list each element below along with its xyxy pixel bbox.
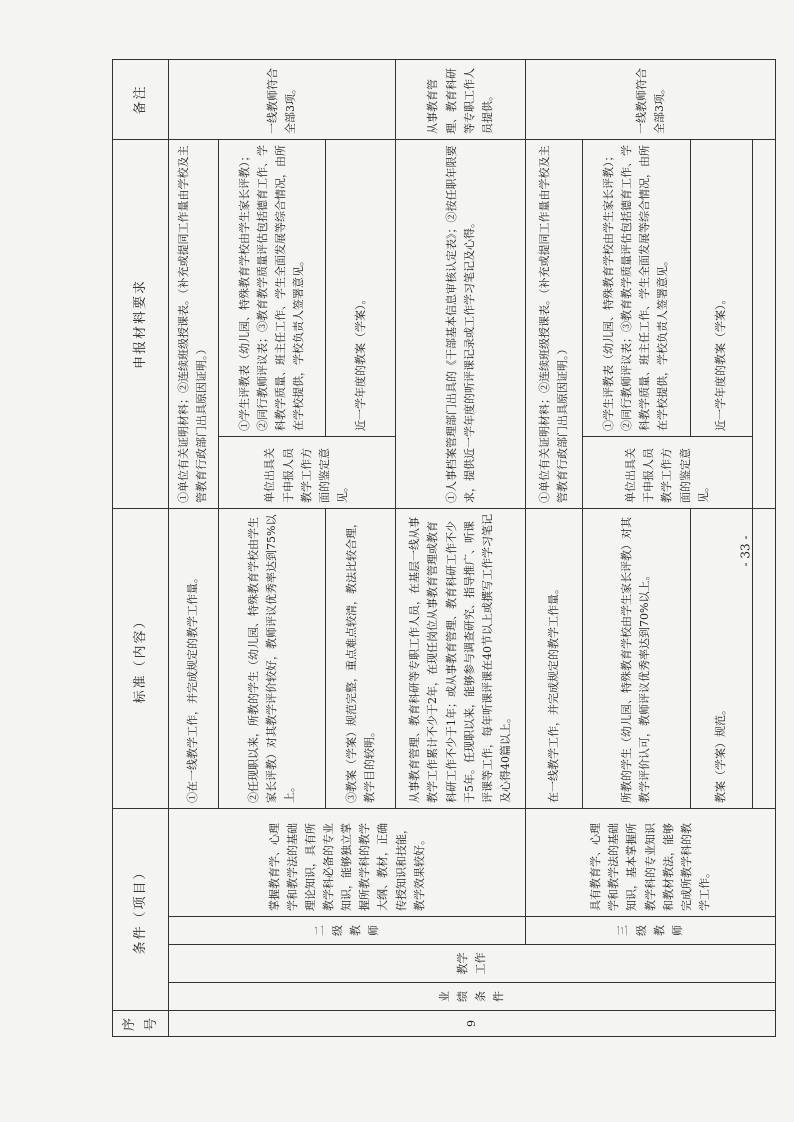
level2-standard-3: ③教案（学案）规范完整，重点难点较清，教法比较合理，教学目的较明。 [326,508,396,808]
level2-title: 二级教师 [169,917,526,945]
criteria-table [112,59,776,1037]
level2-standard-4: 从事教育管理、教育科研等专职工作人员，在基层一线从事教学工作累计不少于2年，在现任岗位从事教育管理或教育科研工作不少于1年；或从事教育管理、教育科研工作不少于5年。任现职以来，能够参与调查研究、指导推广、听课评课等工作，每年听课评课在40节以上或撰写工作学习笔记及心得40篇以上。 [396,508,526,808]
header-standard: 标准（内容） [113,508,169,808]
level3-title: 三级教师 [526,917,776,945]
level2-requirement: 掌握教育学、心理学和教学法的基础理论知识，具有所教学科必备的专业知识，能够独立掌握所教学科的教学大纲、教材，正确传授知识和技能，教学效果较好。 [169,808,526,916]
level2-appraisal: 单位出具关于申报人员教学工作方面的鉴定意见。 [218,436,396,508]
header-condition: 条件（项目） [113,808,169,1010]
level3-standard-1: 在一线教学工作，并完成规定的教学工作量。 [526,508,582,808]
level2-materials-3: 近一学年度的教案（学案）。 [326,139,396,436]
level2-materials-4: ①人事档案管理部门出具的《干部基本信息审核认定表》；②按任职年限要求，提供近一学年度的听评课记录或工作学习笔记及心得。 [396,139,526,508]
header-no: 序号 [113,1011,169,1037]
level3-standard-2: 所教的学生（幼儿园、特殊教育学校由学生家长评教）对其教学评价认可，教师评议优秀率达到70%以上。 [582,508,690,808]
header-remarks: 备注 [113,59,169,139]
level2-remark-2: 从事教育管理、教育科研等专职工作人员提供。 [396,59,526,139]
level2-materials-2: ①学生评教表（幼儿园、特殊教育学校由学生家长评教）；②同行教师评议表；③教育教学质量评估包括德育工作、学科教学质量、班主任工作、学生全面发展等综合情况，由所在学校提供，学校负责人签署意见。 [218,139,326,436]
rotated-table-wrapper [112,60,776,1037]
level3-remark-1: 一线教师符合全部3项。 [526,59,776,139]
header-materials: 申报材料要求 [113,139,169,508]
level3-standard-3: 教案（学案）规范。 [690,508,753,808]
row-number: 9 [169,1011,776,1037]
table-row [526,59,582,1036]
table-row [169,59,218,1036]
level3-materials-2: ①学生评教表（幼儿园、特殊教育学校由学生家长评教）；②同行教师评议表；③教育教学质量评估包括德育工作、学科教学质量、班主任工作、学生全面发展等综合情况，由所在学校提供，学校负责人签署意见。 [582,139,690,436]
level3-requirement: 具有教育学、心理学和教学法的基础知识，基本掌握所教学科的专业知识和教材教法，能够完成所教学科的教学工作。 [526,808,776,916]
page-number: - 33 - [738,535,753,567]
level2-standard-1: ①在一线教学工作，并完成规定的教学工作量。 [169,508,218,808]
category-performance: 业绩条件 [169,983,776,1011]
category-teaching: 教学工作 [169,945,776,983]
level2-remark-1: 一线教师符合全部3项。 [169,59,396,139]
level3-appraisal: 单位出具关于申报人员教学工作方面的鉴定意见。 [582,436,753,508]
header-row [113,59,169,1036]
level2-materials-1: ①单位有关证明材料；②连续班级授课表。（补充或提同工作量由学校及主管教育行政部门出具原因证明。） [169,139,218,508]
level3-materials-1: ①单位有关证明材料；②连续班级授课表。（补充或提同工作量由学校及主管教育行政部门出具原因证明。） [526,139,582,508]
empty-cell [753,139,776,508]
level2-standard-2: ②任现职以来，所教的学生（幼儿园、特殊教育学校由学生家长评教）对其教学评价较好，教师评议优秀率达到75%以上。 [218,508,326,808]
empty-cell [753,508,776,808]
level3-materials-3: 近一学年度的教案（学案）。 [690,139,753,436]
